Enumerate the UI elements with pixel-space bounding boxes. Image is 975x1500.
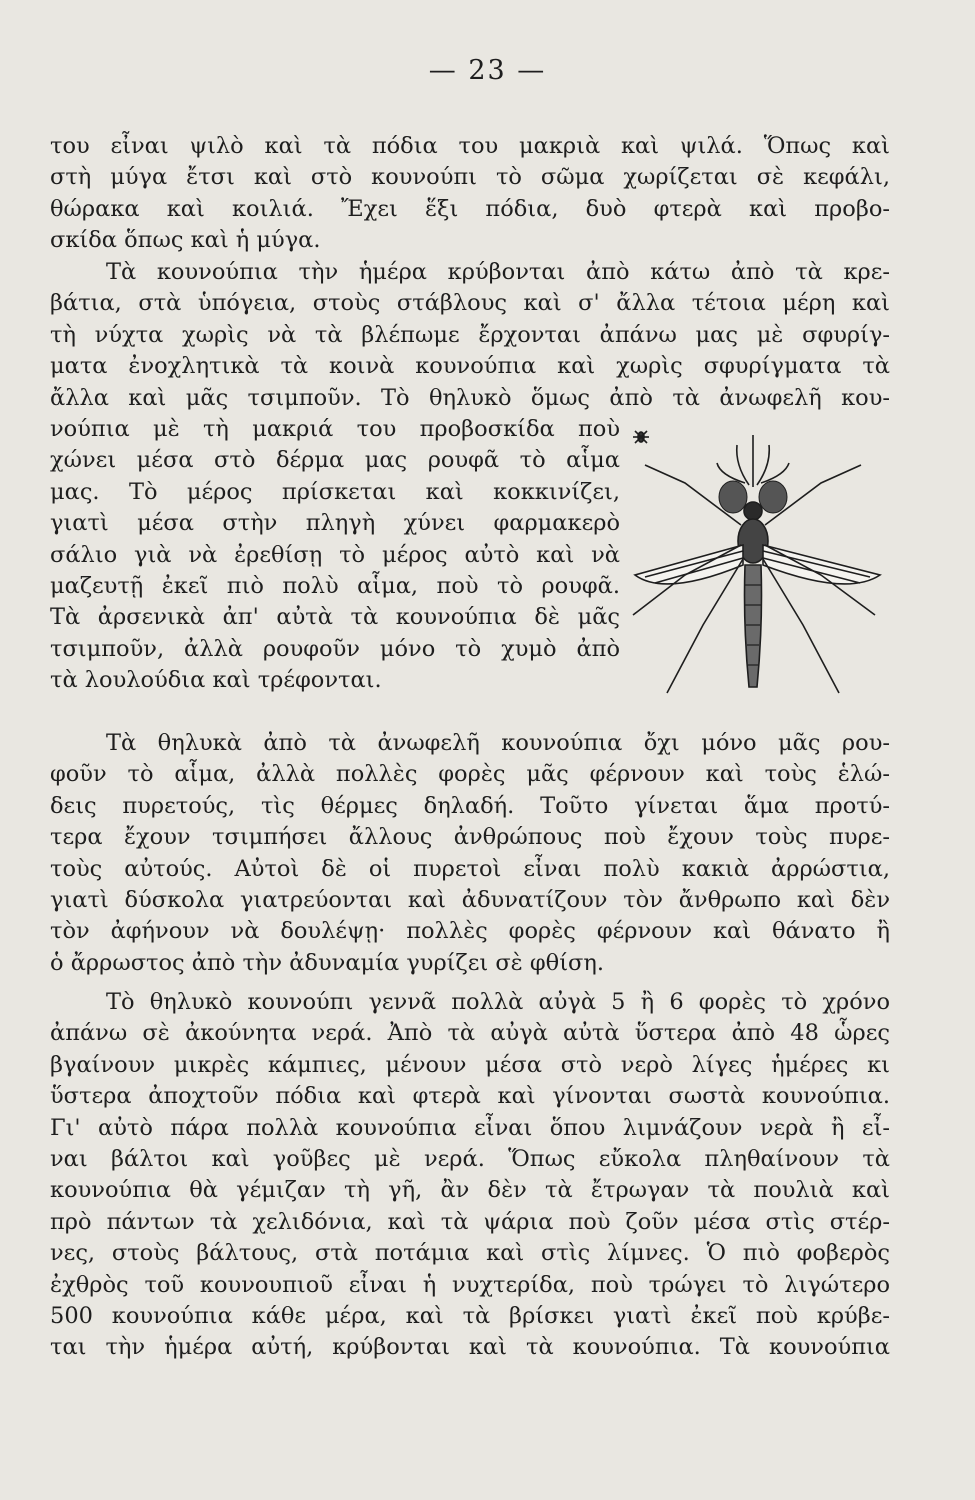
text-line: ἄλλα καὶ μᾶς τσιμποῦν. Τὸ θηλυκὸ ὅμως ἀπὸ τὰ ἀνωφελῆ κου-: [50, 384, 890, 411]
text-line: ἐχθρὸς τοῦ κουνουπιοῦ εἶναι ἡ νυχτερίδα, ποὺ τρώγει τὸ λιγώτερο: [50, 1271, 890, 1298]
text-line: ναι βάλτοι καὶ γοῦβες μὲ νερά. Ὅπως εὔκολα πληθαίνουν τὰ: [50, 1145, 890, 1172]
text-line: τὴ νύχτα χωρὶς νὰ τὰ βλέπωμε ἔρχονται ἀπάνω μας μὲ σφυρίγ-: [50, 321, 890, 348]
text-line: τερα ἔχουν τσιμπήσει ἄλλους ἀνθρώπους ποὺ ἔχουν τοὺς πυρε-: [50, 824, 890, 851]
text-line: μας. Τὸ μέρος πρίσκεται καὶ κοκκινίζει,: [50, 478, 620, 505]
text-line: τὰ λουλούδια καὶ τρέφονται.: [50, 667, 382, 694]
text-line: σάλιο γιὰ νὰ ἐρεθίσῃ τὸ μέρος αὐτὸ καὶ νὰ: [50, 541, 620, 568]
text-line: βγαίνουν μικρὲς κάμπιες, μένουν μέσα στὸ νερὸ λίγες ἡμέρες κι: [50, 1051, 890, 1078]
text-line: ὕστερα ἀποχτοῦν πόδια καὶ φτερὰ καὶ γίνονται σωστὰ κουνούπια.: [50, 1083, 890, 1110]
text-line: φοῦν τὸ αἷμα, ἀλλὰ πολλὲς φορὲς μᾶς φέρνουν καὶ τοὺς ἑλώ-: [50, 761, 890, 788]
text-line: δεις πυρετούς, τὶς θέρμες δηλαδή. Τοῦτο γίνεται ἅμα προτύ-: [50, 792, 890, 819]
page-number: — 23 —: [428, 55, 547, 86]
text-line: Τὰ κουνούπια τὴν ἡμέρα κρύβονται ἀπὸ κάτω ἀπὸ τὰ κρε-: [106, 259, 890, 285]
text-line: Τὰ θηλυκὰ ἀπὸ τὰ ἀνωφελῆ κουνούπια ὄχι μόνο μᾶς ρου-: [106, 730, 890, 756]
paragraph-body-parts: [50, 131, 890, 257]
text-line: σκίδα ὅπως καὶ ἡ μύγα.: [50, 227, 321, 254]
text-line: κουνούπια θὰ γέμιζαν τὴ γῆ, ἂν δὲν τὰ ἔτρωγαν τὰ πουλιὰ καὶ: [50, 1177, 890, 1204]
paragraph-fevers: [50, 728, 890, 979]
text-line: στὴ μύγα ἔτσι καὶ στὸ κουνούπι τὸ σῶμα χωρίζεται σὲ κεφάλι,: [50, 164, 890, 191]
text-line: μαζευτῇ ἐκεῖ πιὸ πολὺ αἷμα, ποὺ τὸ ρουφᾶ.: [50, 572, 620, 599]
text-line: πρὸ πάντων τὰ χελιδόνια, καὶ τὰ ψάρια ποὺ ζοῦν μέσα στὶς στέρ-: [50, 1208, 890, 1235]
text-line: Γι' αὐτὸ πάρα πολλὰ κουνούπια εἶναι ὅπου λιμνάζουν νερὰ ἢ εἶ-: [50, 1114, 890, 1141]
text-line: ται τὴν ἡμέρα αὐτή, κρύβονται καὶ τὰ κουνούπια. Τὰ κουνούπια: [50, 1334, 890, 1361]
text-line: ματα ἐνοχλητικὰ τὰ κοινὰ κουνούπια καὶ χωρὶς σφυρίγματα τὰ: [50, 353, 890, 380]
text-line: τσιμποῦν, ἀλλὰ ρουφοῦν μόνο τὸ χυμὸ ἀπὸ: [50, 635, 620, 662]
text-line: τοὺς αὐτούς. Αὐτοὶ δὲ οἱ πυρετοὶ εἶναι πολὺ κακιὰ ἀρρώστια,: [50, 855, 890, 882]
paragraph-breeding: [50, 987, 890, 1364]
text-line: γιατὶ μέσα στὴν πληγὴ χύνει φαρμακερὸ: [50, 510, 620, 537]
text-line: χώνει μέσα στὸ δέρμα μας ρουφᾶ τὸ αἷμα: [50, 447, 620, 474]
text-line: ἀπάνω σὲ ἀκούνητα νερά. Ἀπὸ τὰ αὐγὰ αὐτὰ ὕστερα ἀπὸ 48 ὧρες: [50, 1020, 890, 1047]
text-line: ὁ ἄρρωστος ἀπὸ τὴν ἀδυναμία γυρίζει σὲ φθίση.: [50, 949, 605, 976]
text-line: νες, στοὺς βάλτους, στὰ ποτάμια καὶ στὶς λίμνες. Ὁ πιὸ φοβερὸς: [50, 1240, 890, 1267]
text-line: Τὰ ἀρσενικὰ ἀπ' αὐτὰ τὰ κουνούπια δὲ μᾶς: [50, 604, 620, 631]
text-line: του εἶναι ψιλὸ καὶ τὰ πόδια του μακριὰ καὶ ψιλά. Ὅπως καὶ: [50, 133, 890, 159]
text-line: 500 κουνούπια κάθε μέρα, καὶ τὰ βρίσκει γιατὶ ἐκεῖ ποὺ κρύβε-: [50, 1302, 890, 1329]
text-line: τὸν ἀφήνουν νὰ δουλέψῃ· πολλὲς φορὲς φέρνουν καὶ θάνατο ἢ: [50, 918, 890, 945]
text-line: βάτια, στὰ ὑπόγεια, στοὺς στάβλους καὶ σ' ἄλλα τέτοια μέρη καὶ: [50, 290, 890, 317]
paragraph-habits: [50, 257, 890, 414]
text-line: Τὸ θηλυκὸ κουνούπι γεννᾶ πολλὰ αὐγὰ 5 ἢ 6 φορὲς τὸ χρόνο: [106, 989, 890, 1015]
text-line: γιατὶ δύσκολα γιατρεύονται καὶ ἀδυνατίζουν τὸν ἄνθρωπο καὶ δὲν: [50, 886, 890, 913]
text-line: νούπια μὲ τὴ μακριά του προβοσκίδα ποὺ: [50, 416, 620, 442]
text-line: θώρακα καὶ κοιλιά. Ἔχει ἕξι πόδια, δυὸ φτερὰ καὶ προβο-: [50, 195, 890, 222]
mosquito-illustration: [625, 425, 890, 710]
